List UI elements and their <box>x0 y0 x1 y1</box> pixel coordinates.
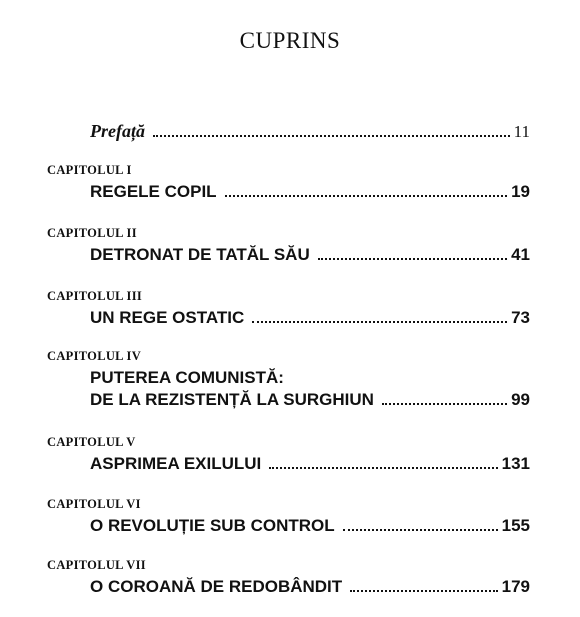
entry-title: REGELE COPIL <box>90 182 217 201</box>
dot-leader <box>382 403 507 405</box>
toc-entry-preface <box>90 118 530 142</box>
toc-entry-chapter-2 <box>90 241 530 265</box>
entry-page: 11 <box>513 122 530 141</box>
dot-leader <box>225 195 508 197</box>
entry-title-line1: PUTEREA COMUNISTĂ: <box>90 368 284 387</box>
entry-page: 131 <box>501 454 530 473</box>
entry-page: 155 <box>501 516 530 535</box>
entry-page: 41 <box>511 245 530 264</box>
page-title: CUPRINS <box>239 28 341 53</box>
dot-leader <box>153 135 510 137</box>
entry-title: O COROANĂ DE REDOBÂNDIT <box>90 577 343 596</box>
toc-entry-chapter-3 <box>90 304 530 328</box>
dot-leader <box>318 258 507 260</box>
chapter-label: CAPITOLUL IV <box>47 349 142 363</box>
chapter-label: CAPITOLUL VII <box>47 558 146 572</box>
entry-title: DE LA REZISTENȚĂ LA SURGHIUN <box>90 390 374 409</box>
entry-title: DETRONAT DE TATĂL SĂU <box>90 245 310 264</box>
toc-entry-chapter-4 <box>90 386 530 410</box>
toc-entry-chapter-6 <box>90 512 530 536</box>
entry-page: 73 <box>511 308 530 327</box>
chapter-label: CAPITOLUL III <box>47 289 143 303</box>
entry-page: 179 <box>501 577 530 596</box>
dot-leader <box>350 590 497 592</box>
toc-entry-chapter-1 <box>90 178 530 202</box>
entry-title: UN REGE OSTATIC <box>90 308 245 327</box>
dot-leader <box>269 467 497 469</box>
entry-page: 19 <box>511 182 530 201</box>
toc-entry-chapter-5 <box>90 450 530 474</box>
chapter-label: CAPITOLUL V <box>47 435 136 449</box>
chapter-label: CAPITOLUL II <box>47 226 137 240</box>
entry-title: O REVOLUȚIE SUB CONTROL <box>90 516 335 535</box>
entry-page: 99 <box>511 390 530 409</box>
chapter-label: CAPITOLUL I <box>47 163 132 177</box>
dot-leader <box>343 529 498 531</box>
entry-title: Prefață <box>90 121 145 141</box>
entry-title: ASPRIMEA EXILULUI <box>90 454 262 473</box>
dot-leader <box>252 321 507 323</box>
chapter-label: CAPITOLUL VI <box>47 497 141 511</box>
toc-entry-chapter-7 <box>90 573 530 597</box>
